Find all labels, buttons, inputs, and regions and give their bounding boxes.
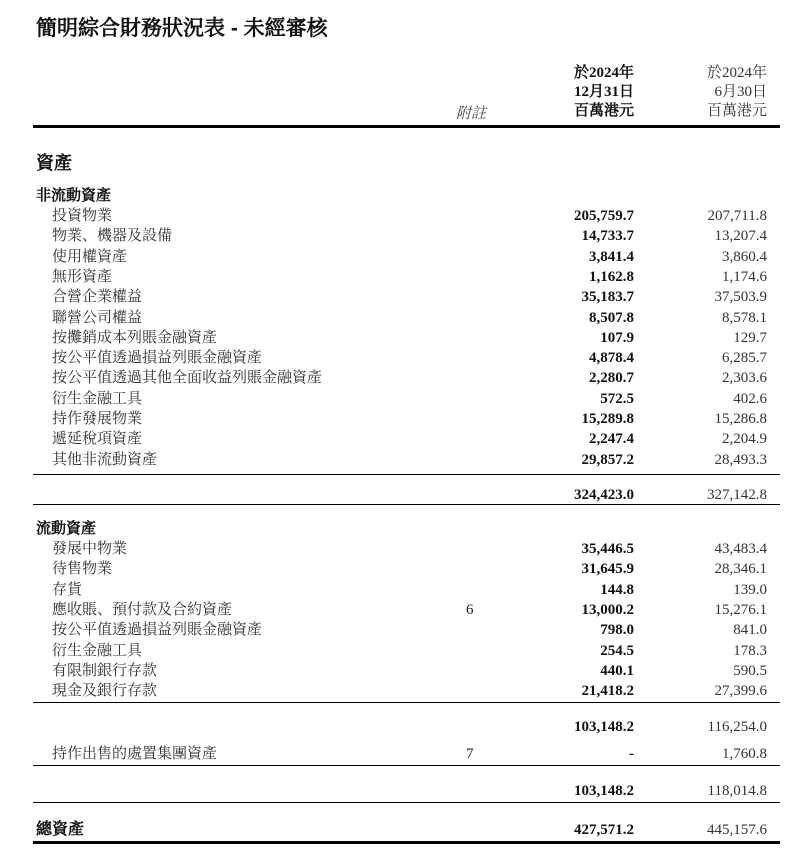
held-for-sale-note: 7 <box>466 746 474 762</box>
current-item-label: 有限制銀行存款 <box>52 662 158 679</box>
total-assets-row <box>0 820 801 840</box>
current-item-label: 按公平值透過損益列賬金融資產 <box>52 622 263 639</box>
held-for-sale-row <box>0 744 801 764</box>
non-current-item-row <box>0 206 801 226</box>
non-current-item-label: 其他非流動資產 <box>52 451 158 468</box>
total-assets-label: 總資產 <box>36 821 85 838</box>
current-item-previous: 178.3 <box>733 642 767 659</box>
current-assets-heading: 流動資產 <box>36 520 97 537</box>
current-total-current: 103,148.2 <box>574 783 634 799</box>
non-current-item-row <box>0 348 801 368</box>
current-item-previous: 28,346.1 <box>714 561 767 578</box>
page-title: 簡明綜合財務狀況表 - 未經審核 <box>36 17 328 40</box>
previous-period-date-line2: 6月30日 <box>714 84 767 100</box>
previous-period-unit: 百萬港元 <box>706 103 767 119</box>
non-current-item-label: 遞延稅項資產 <box>52 431 143 448</box>
non-current-item-label: 按公平值透過損益列賬金融資產 <box>52 350 263 367</box>
non-current-item-previous: 13,207.4 <box>714 228 767 245</box>
non-current-item-current: 8,507.8 <box>589 309 634 326</box>
non-current-item-label: 按攤銷成本列賬金融資產 <box>52 329 218 346</box>
current-item-previous: 841.0 <box>733 622 767 639</box>
current-item-previous: 27,399.6 <box>714 683 767 700</box>
non-current-item-label: 物業、機器及設備 <box>52 228 173 245</box>
held-for-sale-current: - <box>629 746 634 762</box>
non-current-item-previous: 2,303.6 <box>722 370 767 387</box>
non-current-item-current: 2,280.7 <box>589 370 634 387</box>
current-item-row <box>0 641 801 661</box>
current-item-previous: 43,483.4 <box>714 541 767 557</box>
current-item-label: 衍生金融工具 <box>52 642 143 659</box>
non-current-item-row <box>0 226 801 246</box>
non-current-item-previous: 402.6 <box>733 390 767 407</box>
non-current-item-current: 29,857.2 <box>581 451 634 468</box>
non-current-item-row <box>0 308 801 328</box>
non-current-item-row <box>0 429 801 449</box>
non-current-item-current: 205,759.7 <box>574 208 634 224</box>
current-item-label: 現金及銀行存款 <box>52 683 158 700</box>
held-for-sale-label: 持作出售的處置集團資產 <box>52 746 218 762</box>
previous-period-date-line1: 於2024年 <box>706 65 767 81</box>
non-current-item-current: 3,841.4 <box>589 248 634 265</box>
current-subtotal-row <box>0 717 801 737</box>
header-divider <box>33 125 780 128</box>
current-item-label: 存貨 <box>52 581 83 598</box>
non-current-item-row <box>0 247 801 267</box>
non-current-item-row <box>0 389 801 409</box>
non-current-item-current: 572.5 <box>600 390 634 407</box>
non-current-item-current: 15,289.8 <box>581 411 634 427</box>
non-current-item-label: 聯營公司權益 <box>52 309 143 326</box>
non-current-item-row <box>0 450 801 470</box>
current-item-row <box>0 681 801 701</box>
non-current-item-row <box>0 409 801 429</box>
non-current-item-label: 使用權資產 <box>52 248 128 265</box>
non-current-total-row <box>0 485 801 505</box>
current-item-current: 144.8 <box>600 581 634 598</box>
current-heading-row <box>0 519 801 539</box>
non-current-divider-top <box>33 474 780 475</box>
current-item-previous: 15,276.1 <box>714 601 767 618</box>
non-current-item-previous: 6,285.7 <box>722 350 767 367</box>
current-item-current: 31,645.9 <box>581 561 634 578</box>
current-subtotal-current: 103,148.2 <box>574 719 634 735</box>
non-current-item-previous: 1,174.6 <box>722 268 767 285</box>
non-current-heading-row <box>0 186 801 206</box>
non-current-divider-bottom <box>33 504 780 505</box>
held-for-sale-previous: 1,760.8 <box>722 746 767 762</box>
non-current-item-previous: 3,860.4 <box>722 248 767 265</box>
non-current-heading: 非流動資產 <box>36 187 112 204</box>
current-item-label: 發展中物業 <box>52 541 128 557</box>
current-item-previous: 139.0 <box>733 581 767 598</box>
current-item-row <box>0 661 801 681</box>
current-item-current: 254.5 <box>600 642 634 659</box>
current-item-current: 21,418.2 <box>581 683 634 700</box>
non-current-total-current: 324,423.0 <box>574 487 634 503</box>
non-current-item-current: 2,247.4 <box>589 431 634 448</box>
current-item-current: 35,446.5 <box>581 541 634 557</box>
current-total-row <box>0 781 801 801</box>
current-item-current: 440.1 <box>600 662 634 679</box>
non-current-item-previous: 15,286.8 <box>714 411 767 427</box>
non-current-item-label: 持作發展物業 <box>52 411 143 427</box>
current-total-previous: 118,014.8 <box>707 783 767 799</box>
note-column-header: 附註 <box>456 106 487 122</box>
current-subtotal-previous: 116,254.0 <box>707 719 767 735</box>
current-item-current: 798.0 <box>600 622 634 639</box>
non-current-item-current: 35,183.7 <box>581 289 634 306</box>
current-period-date-line1: 於2024年 <box>573 65 634 81</box>
current-item-row <box>0 580 801 600</box>
non-current-item-previous: 8,578.1 <box>722 309 767 326</box>
non-current-item-label: 合營企業權益 <box>52 289 143 306</box>
held-for-sale-divider <box>33 765 780 766</box>
non-current-item-label: 無形資產 <box>52 268 113 285</box>
non-current-item-current: 107.9 <box>600 329 634 346</box>
current-total-divider <box>33 802 780 803</box>
current-item-label: 待售物業 <box>52 561 113 578</box>
previous-period-header <box>707 64 767 121</box>
non-current-item-label: 按公平值透過其他全面收益列賬金融資產 <box>52 370 323 387</box>
non-current-item-previous: 2,204.9 <box>722 431 767 448</box>
non-current-total-previous: 327,142.8 <box>707 487 767 503</box>
current-period-date-line2: 12月31日 <box>573 84 634 100</box>
current-item-label: 應收賬、預付款及合約資產 <box>52 601 233 618</box>
non-current-item-current: 14,733.7 <box>581 228 634 245</box>
non-current-item-previous: 28,493.3 <box>714 451 767 468</box>
current-period-unit: 百萬港元 <box>573 103 634 119</box>
current-item-row <box>0 620 801 640</box>
non-current-item-current: 4,878.4 <box>589 350 634 367</box>
current-item-row <box>0 559 801 579</box>
total-assets-current: 427,571.2 <box>574 822 634 838</box>
non-current-item-previous: 37,503.9 <box>714 289 767 306</box>
current-item-current: 13,000.2 <box>581 601 634 618</box>
non-current-item-row <box>0 287 801 307</box>
non-current-item-row <box>0 267 801 287</box>
current-item-row <box>0 539 801 559</box>
total-assets-divider <box>33 841 780 844</box>
current-divider-top <box>33 702 780 703</box>
non-current-item-previous: 207,711.8 <box>707 208 767 224</box>
total-assets-previous: 445,157.6 <box>707 822 767 838</box>
current-item-previous: 590.5 <box>733 662 767 679</box>
non-current-item-label: 投資物業 <box>52 208 113 224</box>
current-item-row <box>0 600 801 620</box>
non-current-item-row <box>0 328 801 348</box>
current-period-header <box>574 64 634 121</box>
non-current-item-row <box>0 368 801 388</box>
assets-section-title: 資產 <box>36 153 72 173</box>
non-current-item-current: 1,162.8 <box>589 268 634 285</box>
current-item-note: 6 <box>466 601 474 618</box>
non-current-item-label: 衍生金融工具 <box>52 390 143 407</box>
non-current-item-previous: 129.7 <box>733 329 767 346</box>
